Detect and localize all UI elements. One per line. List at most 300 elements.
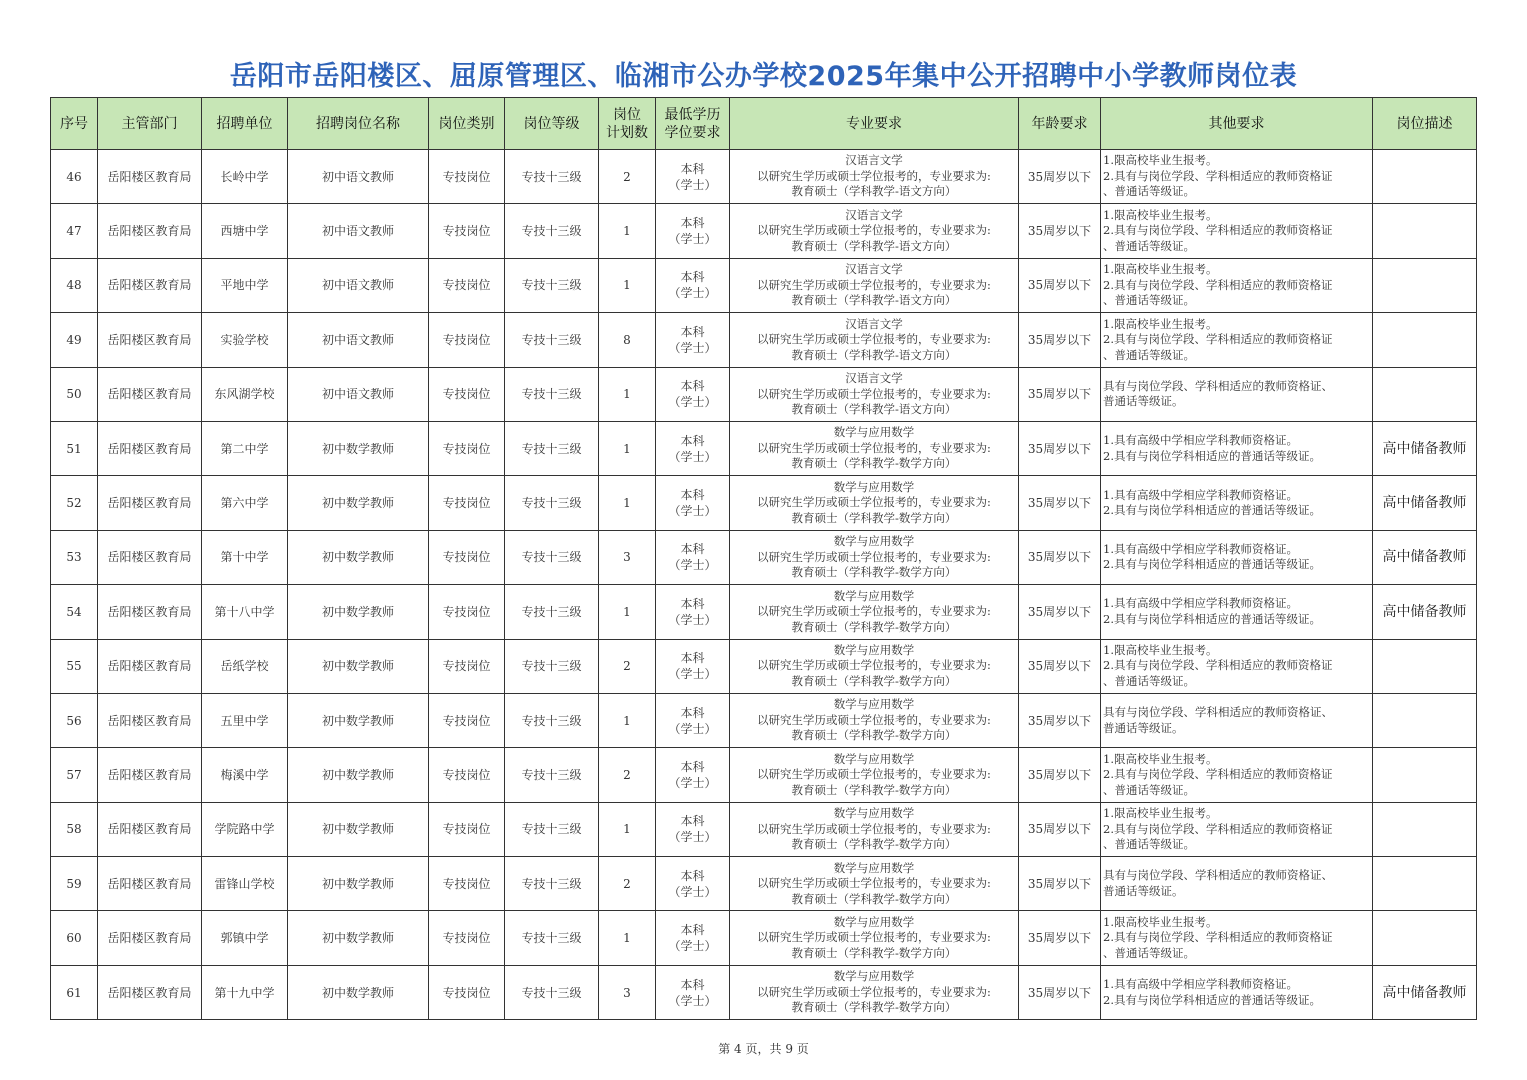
cell-category: 专技岗位 (429, 421, 505, 475)
cell-other (1101, 911, 1373, 965)
other-line: 、普通话等级证。 (1103, 782, 1195, 797)
other-line: 、普通话等级证。 (1103, 837, 1195, 852)
degree-line: （学士） (668, 830, 717, 845)
table-body (51, 150, 1477, 1020)
cell-position: 初中数学教师 (288, 693, 429, 747)
major-line: 以研究生学历或硕士学位报考的，专业要求为: (757, 277, 991, 292)
edu-line: 本科 (680, 868, 705, 883)
edu-line: 本科 (680, 705, 705, 720)
cell-dept: 岳阳楼区教育局 (98, 150, 202, 204)
cell-major (730, 965, 1019, 1019)
major-line: 以研究生学历或硕士学位报考的，专业要求为: (757, 604, 991, 619)
cell-major (730, 530, 1019, 584)
table-row (51, 802, 1477, 856)
cell-edu (656, 258, 730, 312)
cell-unit: 第十八中学 (202, 585, 288, 639)
other-line: 2.具有与岗位学段、学科相适应的教师资格证 (1103, 767, 1333, 782)
major-line: 数学与应用数学 (833, 751, 915, 766)
major-line: 教育硕士（学科教学-语文方向） (791, 402, 957, 416)
cell-dept: 岳阳楼区教育局 (98, 258, 202, 312)
cell-plan: 1 (599, 802, 656, 856)
cell-position: 初中数学教师 (288, 639, 429, 693)
cell-other (1101, 857, 1373, 911)
major-line: 教育硕士（学科教学-数学方向） (791, 782, 957, 797)
cell-age: 35周岁以下 (1019, 911, 1101, 965)
major-line: 数学与应用数学 (833, 914, 915, 929)
cell-age: 35周岁以下 (1019, 367, 1101, 421)
major-line: 以研究生学历或硕士学位报考的，专业要求为: (757, 495, 991, 510)
cell-desc: 高中储备教师 (1373, 530, 1477, 584)
table-row (51, 367, 1477, 421)
cell-dept: 岳阳楼区教育局 (98, 367, 202, 421)
cell-other (1101, 150, 1373, 204)
major-line: 数学与应用数学 (833, 697, 915, 712)
cell-desc (1373, 911, 1477, 965)
other-line: 2.具有与岗位学段、学科相适应的教师资格证 (1103, 930, 1333, 945)
major-line: 教育硕士（学科教学-数学方向） (791, 619, 957, 634)
cell-plan: 1 (599, 421, 656, 475)
cell-plan: 1 (599, 367, 656, 421)
cell-dept: 岳阳楼区教育局 (98, 693, 202, 747)
degree-line: （学士） (668, 286, 717, 301)
cell-position: 初中语文教师 (288, 313, 429, 367)
cell-age: 35周岁以下 (1019, 639, 1101, 693)
cell-other (1101, 965, 1373, 1019)
cell-unit: 东风湖学校 (202, 367, 288, 421)
degree-line: （学士） (668, 232, 717, 247)
major-line: 教育硕士（学科教学-语文方向） (791, 184, 957, 199)
cell-age: 35周岁以下 (1019, 204, 1101, 258)
cell-level: 专技十三级 (505, 693, 599, 747)
major-line: 以研究生学历或硕士学位报考的，专业要求为: (757, 767, 991, 782)
other-line: 1.具有高级中学相应学科教师资格证。 (1103, 596, 1298, 611)
other-line: 1.具有高级中学相应学科教师资格证。 (1103, 487, 1298, 502)
major-line: 以研究生学历或硕士学位报考的，专业要求为: (757, 930, 991, 945)
cell-edu (656, 693, 730, 747)
header-other: 其他要求 (1101, 98, 1373, 150)
header-edu (656, 98, 730, 150)
degree-line: （学士） (668, 884, 717, 899)
cell-age: 35周岁以下 (1019, 150, 1101, 204)
major-line: 教育硕士（学科教学-数学方向） (791, 673, 957, 688)
cell-edu (656, 639, 730, 693)
cell-desc (1373, 367, 1477, 421)
degree-line: （学士） (668, 177, 717, 192)
cell-major (730, 639, 1019, 693)
cell-major (730, 748, 1019, 802)
degree-line: （学士） (668, 667, 717, 682)
major-line: 数学与应用数学 (833, 588, 915, 603)
edu-line: 本科 (680, 488, 705, 503)
major-line: 数学与应用数学 (833, 860, 915, 875)
major-line: 以研究生学历或硕士学位报考的，专业要求为: (757, 549, 991, 564)
table-row (51, 639, 1477, 693)
table-row (51, 150, 1477, 204)
cell-level: 专技十三级 (505, 367, 599, 421)
other-line: 2.具有与岗位学科相适应的普通话等级证。 (1103, 611, 1321, 626)
cell-desc: 高中储备教师 (1373, 585, 1477, 639)
major-line: 教育硕士（学科教学-语文方向） (791, 293, 957, 308)
cell-age: 35周岁以下 (1019, 421, 1101, 475)
cell-other (1101, 802, 1373, 856)
edu-line: 本科 (680, 270, 705, 285)
edu-line: 本科 (680, 433, 705, 448)
cell-plan: 2 (599, 639, 656, 693)
degree-line: （学士） (668, 449, 717, 464)
other-line: 1.限高校毕业生报考。 (1103, 751, 1218, 766)
cell-desc (1373, 204, 1477, 258)
header-edu-line2: 学位要求 (664, 124, 721, 141)
cell-level: 专技十三级 (505, 911, 599, 965)
degree-line: （学士） (668, 340, 717, 355)
major-line: 数学与应用数学 (833, 425, 915, 440)
cell-position: 初中数学教师 (288, 476, 429, 530)
cell-plan: 3 (599, 965, 656, 1019)
cell-desc (1373, 313, 1477, 367)
cell-other (1101, 693, 1373, 747)
header-category: 岗位类别 (429, 98, 505, 150)
cell-other (1101, 476, 1373, 530)
cell-age: 35周岁以下 (1019, 802, 1101, 856)
table-row (51, 421, 1477, 475)
major-line: 数学与应用数学 (833, 969, 915, 984)
cell-category: 专技岗位 (429, 585, 505, 639)
other-line: 、普通话等级证。 (1103, 347, 1195, 362)
cell-level: 专技十三级 (505, 476, 599, 530)
edu-line: 本科 (680, 814, 705, 829)
cell-unit: 实验学校 (202, 313, 288, 367)
cell-other (1101, 313, 1373, 367)
page-title: 岳阳市岳阳楼区、屈原管理区、临湘市公办学校2025年集中公开招聘中小学教师岗位表 (229, 61, 1298, 92)
cell-major (730, 585, 1019, 639)
cell-level: 专技十三级 (505, 802, 599, 856)
cell-major (730, 204, 1019, 258)
cell-dept: 岳阳楼区教育局 (98, 802, 202, 856)
cell-dept: 岳阳楼区教育局 (98, 639, 202, 693)
other-line: 普通话等级证。 (1103, 394, 1184, 409)
degree-line: （学士） (668, 558, 717, 573)
cell-seq: 51 (51, 421, 98, 475)
cell-seq: 57 (51, 748, 98, 802)
edu-line: 本科 (680, 216, 705, 231)
major-line: 教育硕士（学科教学-数学方向） (791, 945, 957, 960)
cell-category: 专技岗位 (429, 802, 505, 856)
header-dept: 主管部门 (98, 98, 202, 150)
table-row (51, 476, 1477, 530)
cell-category: 专技岗位 (429, 965, 505, 1019)
other-line: 普通话等级证。 (1103, 883, 1184, 898)
other-line: 、普通话等级证。 (1103, 293, 1195, 308)
header-level: 岗位等级 (505, 98, 599, 150)
major-line: 以研究生学历或硕士学位报考的，专业要求为: (757, 332, 991, 347)
cell-dept: 岳阳楼区教育局 (98, 313, 202, 367)
major-line: 汉语言文学 (845, 153, 903, 168)
major-line: 数学与应用数学 (833, 534, 915, 549)
cell-plan: 2 (599, 150, 656, 204)
cell-dept: 岳阳楼区教育局 (98, 748, 202, 802)
cell-level: 专技十三级 (505, 150, 599, 204)
cell-desc (1373, 748, 1477, 802)
cell-position: 初中语文教师 (288, 367, 429, 421)
major-line: 教育硕士（学科教学-语文方向） (791, 238, 957, 253)
cell-plan: 8 (599, 313, 656, 367)
degree-line: （学士） (668, 504, 717, 519)
cell-age: 35周岁以下 (1019, 585, 1101, 639)
major-line: 以研究生学历或硕士学位报考的，专业要求为: (757, 386, 991, 401)
cell-unit: 梅溪中学 (202, 748, 288, 802)
degree-line: （学士） (668, 775, 717, 790)
major-line: 以研究生学历或硕士学位报考的，专业要求为: (757, 440, 991, 455)
table-row (51, 258, 1477, 312)
other-line: 1.限高校毕业生报考。 (1103, 153, 1218, 168)
cell-edu (656, 204, 730, 258)
cell-category: 专技岗位 (429, 476, 505, 530)
cell-edu (656, 857, 730, 911)
cell-category: 专技岗位 (429, 258, 505, 312)
cell-other (1101, 367, 1373, 421)
other-line: 普通话等级证。 (1103, 720, 1184, 735)
cell-dept: 岳阳楼区教育局 (98, 421, 202, 475)
cell-category: 专技岗位 (429, 313, 505, 367)
cell-desc: 高中储备教师 (1373, 421, 1477, 475)
cell-desc (1373, 639, 1477, 693)
cell-position: 初中语文教师 (288, 204, 429, 258)
cell-major (730, 802, 1019, 856)
major-line: 以研究生学历或硕士学位报考的，专业要求为: (757, 984, 991, 999)
cell-plan: 1 (599, 204, 656, 258)
cell-seq: 61 (51, 965, 98, 1019)
cell-position: 初中数学教师 (288, 802, 429, 856)
cell-edu (656, 150, 730, 204)
cell-edu (656, 802, 730, 856)
cell-position: 初中数学教师 (288, 911, 429, 965)
job-table (50, 97, 1477, 1020)
header-edu-line1: 最低学历 (664, 106, 721, 123)
cell-plan: 1 (599, 476, 656, 530)
cell-dept: 岳阳楼区教育局 (98, 965, 202, 1019)
table-row (51, 748, 1477, 802)
major-line: 以研究生学历或硕士学位报考的，专业要求为: (757, 876, 991, 891)
cell-age: 35周岁以下 (1019, 857, 1101, 911)
cell-category: 专技岗位 (429, 639, 505, 693)
major-line: 教育硕士（学科教学-数学方向） (791, 565, 957, 580)
cell-edu (656, 421, 730, 475)
cell-seq: 55 (51, 639, 98, 693)
cell-unit: 郭镇中学 (202, 911, 288, 965)
other-line: 、普通话等级证。 (1103, 945, 1195, 960)
cell-edu (656, 313, 730, 367)
cell-unit: 西塘中学 (202, 204, 288, 258)
cell-other (1101, 204, 1373, 258)
cell-major (730, 367, 1019, 421)
cell-desc (1373, 150, 1477, 204)
cell-unit: 第二中学 (202, 421, 288, 475)
other-line: 1.限高校毕业生报考。 (1103, 207, 1218, 222)
header-age: 年龄要求 (1019, 98, 1101, 150)
major-line: 以研究生学历或硕士学位报考的，专业要求为: (757, 821, 991, 836)
cell-category: 专技岗位 (429, 748, 505, 802)
table-header-row (51, 98, 1477, 150)
edu-line: 本科 (680, 759, 705, 774)
cell-seq: 53 (51, 530, 98, 584)
major-line: 以研究生学历或硕士学位报考的，专业要求为: (757, 223, 991, 238)
other-line: 2.具有与岗位学科相适应的普通话等级证。 (1103, 503, 1321, 518)
cell-level: 专技十三级 (505, 258, 599, 312)
cell-edu (656, 530, 730, 584)
cell-seq: 46 (51, 150, 98, 204)
major-line: 教育硕士（学科教学-数学方向） (791, 837, 957, 852)
edu-line: 本科 (680, 324, 705, 339)
cell-category: 专技岗位 (429, 693, 505, 747)
cell-level: 专技十三级 (505, 639, 599, 693)
major-line: 教育硕士（学科教学-数学方向） (791, 456, 957, 471)
cell-category: 专技岗位 (429, 150, 505, 204)
cell-position: 初中语文教师 (288, 150, 429, 204)
major-line: 数学与应用数学 (833, 642, 915, 657)
cell-desc (1373, 693, 1477, 747)
cell-other (1101, 421, 1373, 475)
other-line: 2.具有与岗位学段、学科相适应的教师资格证 (1103, 332, 1333, 347)
major-line: 教育硕士（学科教学-语文方向） (791, 347, 957, 362)
cell-category: 专技岗位 (429, 530, 505, 584)
degree-line: （学士） (668, 395, 717, 410)
other-line: 2.具有与岗位学科相适应的普通话等级证。 (1103, 448, 1321, 463)
cell-seq: 59 (51, 857, 98, 911)
other-line: 1.具有高级中学相应学科教师资格证。 (1103, 541, 1298, 556)
cell-seq: 58 (51, 802, 98, 856)
table-row (51, 313, 1477, 367)
other-line: 2.具有与岗位学段、学科相适应的教师资格证 (1103, 821, 1333, 836)
cell-dept: 岳阳楼区教育局 (98, 585, 202, 639)
major-line: 汉语言文学 (845, 262, 903, 277)
other-line: 、普通话等级证。 (1103, 184, 1195, 199)
cell-unit: 第十中学 (202, 530, 288, 584)
cell-unit: 五里中学 (202, 693, 288, 747)
cell-unit: 岳纸学校 (202, 639, 288, 693)
cell-position: 初中数学教师 (288, 530, 429, 584)
cell-plan: 3 (599, 530, 656, 584)
cell-dept: 岳阳楼区教育局 (98, 204, 202, 258)
cell-desc (1373, 857, 1477, 911)
header-desc: 岗位描述 (1373, 98, 1477, 150)
cell-edu (656, 476, 730, 530)
cell-dept: 岳阳楼区教育局 (98, 857, 202, 911)
cell-position: 初中数学教师 (288, 421, 429, 475)
other-line: 1.限高校毕业生报考。 (1103, 262, 1218, 277)
other-line: 2.具有与岗位学段、学科相适应的教师资格证 (1103, 168, 1333, 183)
cell-plan: 1 (599, 585, 656, 639)
cell-plan: 2 (599, 748, 656, 802)
degree-line: （学士） (668, 939, 717, 954)
cell-level: 专技十三级 (505, 748, 599, 802)
header-position: 招聘岗位名称 (288, 98, 429, 150)
header-plan-line2: 计划数 (606, 124, 648, 141)
cell-position: 初中语文教师 (288, 258, 429, 312)
cell-major (730, 313, 1019, 367)
other-line: 2.具有与岗位学段、学科相适应的教师资格证 (1103, 223, 1333, 238)
cell-age: 35周岁以下 (1019, 965, 1101, 1019)
other-line: 1.具有高级中学相应学科教师资格证。 (1103, 977, 1298, 992)
cell-plan: 1 (599, 258, 656, 312)
cell-seq: 56 (51, 693, 98, 747)
cell-category: 专技岗位 (429, 204, 505, 258)
cell-desc (1373, 258, 1477, 312)
cell-position: 初中数学教师 (288, 965, 429, 1019)
cell-edu (656, 965, 730, 1019)
degree-line: （学士） (668, 993, 717, 1008)
table-row (51, 693, 1477, 747)
degree-line: （学士） (668, 612, 717, 627)
cell-edu (656, 585, 730, 639)
cell-position: 初中数学教师 (288, 748, 429, 802)
other-line: 1.限高校毕业生报考。 (1103, 914, 1218, 929)
other-line: 2.具有与岗位学科相适应的普通话等级证。 (1103, 992, 1321, 1007)
cell-seq: 47 (51, 204, 98, 258)
other-line: 1.限高校毕业生报考。 (1103, 642, 1218, 657)
major-line: 教育硕士（学科教学-数学方向） (791, 1000, 957, 1015)
other-line: 2.具有与岗位学段、学科相适应的教师资格证 (1103, 277, 1333, 292)
cell-position: 初中数学教师 (288, 857, 429, 911)
cell-age: 35周岁以下 (1019, 258, 1101, 312)
other-line: 1.具有高级中学相应学科教师资格证。 (1103, 433, 1298, 448)
edu-line: 本科 (680, 596, 705, 611)
edu-line: 本科 (680, 161, 705, 176)
cell-major (730, 857, 1019, 911)
other-line: 具有与岗位学段、学科相适应的教师资格证、 (1103, 868, 1333, 883)
cell-level: 专技十三级 (505, 530, 599, 584)
other-line: 1.限高校毕业生报考。 (1103, 806, 1218, 821)
cell-other (1101, 585, 1373, 639)
cell-category: 专技岗位 (429, 857, 505, 911)
cell-unit: 长岭中学 (202, 150, 288, 204)
header-unit: 招聘单位 (202, 98, 288, 150)
table-row (51, 204, 1477, 258)
header-plan-line1: 岗位 (613, 106, 641, 123)
cell-plan: 1 (599, 911, 656, 965)
edu-line: 本科 (680, 977, 705, 992)
cell-major (730, 258, 1019, 312)
major-line: 教育硕士（学科教学-数学方向） (791, 728, 957, 743)
table-row (51, 530, 1477, 584)
cell-other (1101, 748, 1373, 802)
header-major: 专业要求 (730, 98, 1019, 150)
cell-seq: 60 (51, 911, 98, 965)
cell-seq: 49 (51, 313, 98, 367)
cell-edu (656, 367, 730, 421)
cell-category: 专技岗位 (429, 367, 505, 421)
major-line: 以研究生学历或硕士学位报考的，专业要求为: (757, 168, 991, 183)
cell-major (730, 421, 1019, 475)
table-row (51, 585, 1477, 639)
cell-level: 专技十三级 (505, 965, 599, 1019)
cell-seq: 50 (51, 367, 98, 421)
major-line: 教育硕士（学科教学-数学方向） (791, 891, 957, 906)
cell-age: 35周岁以下 (1019, 476, 1101, 530)
other-line: 、普通话等级证。 (1103, 238, 1195, 253)
page-footer: 第 4 页，共 9 页 (718, 1042, 809, 1056)
other-line: 具有与岗位学段、学科相适应的教师资格证、 (1103, 705, 1333, 720)
cell-seq: 52 (51, 476, 98, 530)
cell-other (1101, 530, 1373, 584)
table-row (51, 965, 1477, 1019)
table-row (51, 911, 1477, 965)
major-line: 数学与应用数学 (833, 479, 915, 494)
edu-line: 本科 (680, 542, 705, 557)
edu-line: 本科 (680, 923, 705, 938)
cell-age: 35周岁以下 (1019, 313, 1101, 367)
edu-line: 本科 (680, 379, 705, 394)
major-line: 汉语言文学 (845, 316, 903, 331)
